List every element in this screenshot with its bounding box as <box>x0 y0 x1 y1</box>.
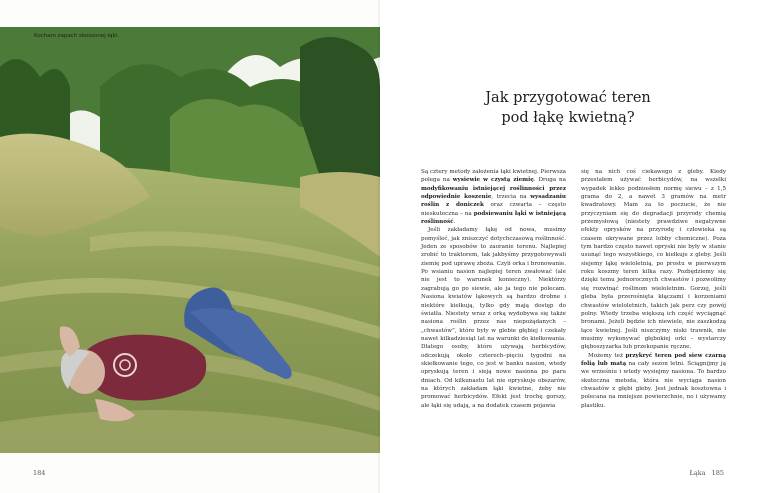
paragraph: się na nich coś ciekawego z gleby. Kiedy przestałem używać herbicydów, na wszelki wypadek lekko podniosłem normę siewu – z 1,5 grama do 2, a nawet 3 gramów na metr kwadratowy. Mam za to poczucie, że nie przyczyniam się do degradacji przyrody chemią przemysłową (niestety prawdziwe negatywne efekty oprysków na przyrodę i człowieka są czasem ukrywane przez lobby chemiczne). Poza tym bardzo często nawet opryski nie były w stanie usunąć tego wszystkiego, co kiełkuje z gleby. Jeśli siejemy łąkę wieloletnią, po prostu w pierwszym roku koszmy teren kilka razy. Pozbędziemy się dzięki temu jednorocznych chwastów i pozwolimy się rozwinąć roślinom wieloletnim. Gorzej, jeśli gleba była przerośnięta kłączami i korzeniami chwastów wieloletnich, takich jak perz czy powój polny. Wtedy trzeba większą ich część wyciągnąć bronami. Jeżeli będzie ich niewiele, nie zaszkodzą łące kwietnej. Jeśli niszczymy niski trawnik, nie musimy wykonywać głębokiej orki – wystarczy głęboszyzarka lub przekopanie ręczne. <box>581 169 726 351</box>
page-number-left: 184 <box>33 469 46 477</box>
running-footer-right <box>684 469 724 477</box>
text-run: Są cztery metody założenia łąki kwietnej. Pierwsza polega na <box>421 169 566 184</box>
bold-term: wysadzaniu roślin z doniczek <box>421 194 566 209</box>
text-column-1 <box>421 168 566 410</box>
bold-term: modyfikowaniu istniejącej roślinności przez odpowiednie koszenie <box>421 185 566 201</box>
paragraph <box>421 168 566 226</box>
text-run: . <box>453 219 456 226</box>
chapter-section-title <box>468 88 668 128</box>
text-run: oraz czwarta – często nieskuteczna – na <box>421 202 566 217</box>
running-head: Łąka <box>689 469 706 477</box>
paragraph: Jeśli zakładamy łąkę od nowa, musimy pomyśleć, jak zniszczyć dotychczasową roślinność. Jeden ze sposobów to zaoranie terenu. Najlepiej zrobić to traktorem, tak jakbyśmy przygotowywali ziemię pod uprawę zboża. Czyli orka i bronowanie. Po wsianiu nasion najlepiej teren zwałować (ale nie jest to warunek konieczny). Niektórzy zagrabują go po siewie, ale ja tego nie polecam. Nasiona kwiatów łąkowych są bardzo drobne i niektóre kiełkują, tylko gdy mają dostęp do światła. Niestety wraz z orką wydobywa się także nasiona roślin przez nas niepożądanych – „chwastów”, które były w glebie głębiej i czekały nawet kilkadziesiąt lat na warunki do kiełkowania. Dlatego osoby, które używają herbicydów, odczekują około czterech–pięciu tygodni na skiełkowanie tego, co jest w banku nasion, wtedy opryskują teren i sieją nowe nasiona po paru dniach. Od kilkunastu lat nie opryskuje obszarów, na których zakładam łąki kwietne, żeby nie promować herbicydów. Efekt jest trochę gorszy, ale łąki się udają, a na dodatek czasem pojawia <box>421 227 566 409</box>
meadow-photo <box>0 27 380 453</box>
text-run: na cały sezon letni. Ściągnijmy ją we wrześniu i wtedy wysiejmy nasiona. To bardzo skuteczna metoda, która nie wyciąga nasion chwastów z głębi gleby. Jest jednak kosztowna i polecana na mniejsze powierzchnie, no i używamy plastiku. <box>581 360 726 409</box>
photo-caption: Kocham zapach skoszonej łąki. <box>34 33 119 39</box>
text-run: . Druga na <box>533 177 566 184</box>
text-column-2 <box>581 168 726 410</box>
text-run: Możemy też <box>588 352 626 359</box>
title-line-1: Jak przygotować teren <box>485 90 651 106</box>
bold-term: podsiewaniu łąki w istniejącą roślinność <box>421 210 566 226</box>
bold-term: wysiewie w czystą ziemię <box>452 177 534 184</box>
title-line-2: pod łąkę kwietną? <box>501 110 635 126</box>
bold-term: przykryć teren pod siew czarną folią lub matą <box>581 352 726 367</box>
paragraph <box>581 352 726 410</box>
text-run: , trzecia na <box>491 194 531 201</box>
page-number-right: 185 <box>711 469 724 477</box>
